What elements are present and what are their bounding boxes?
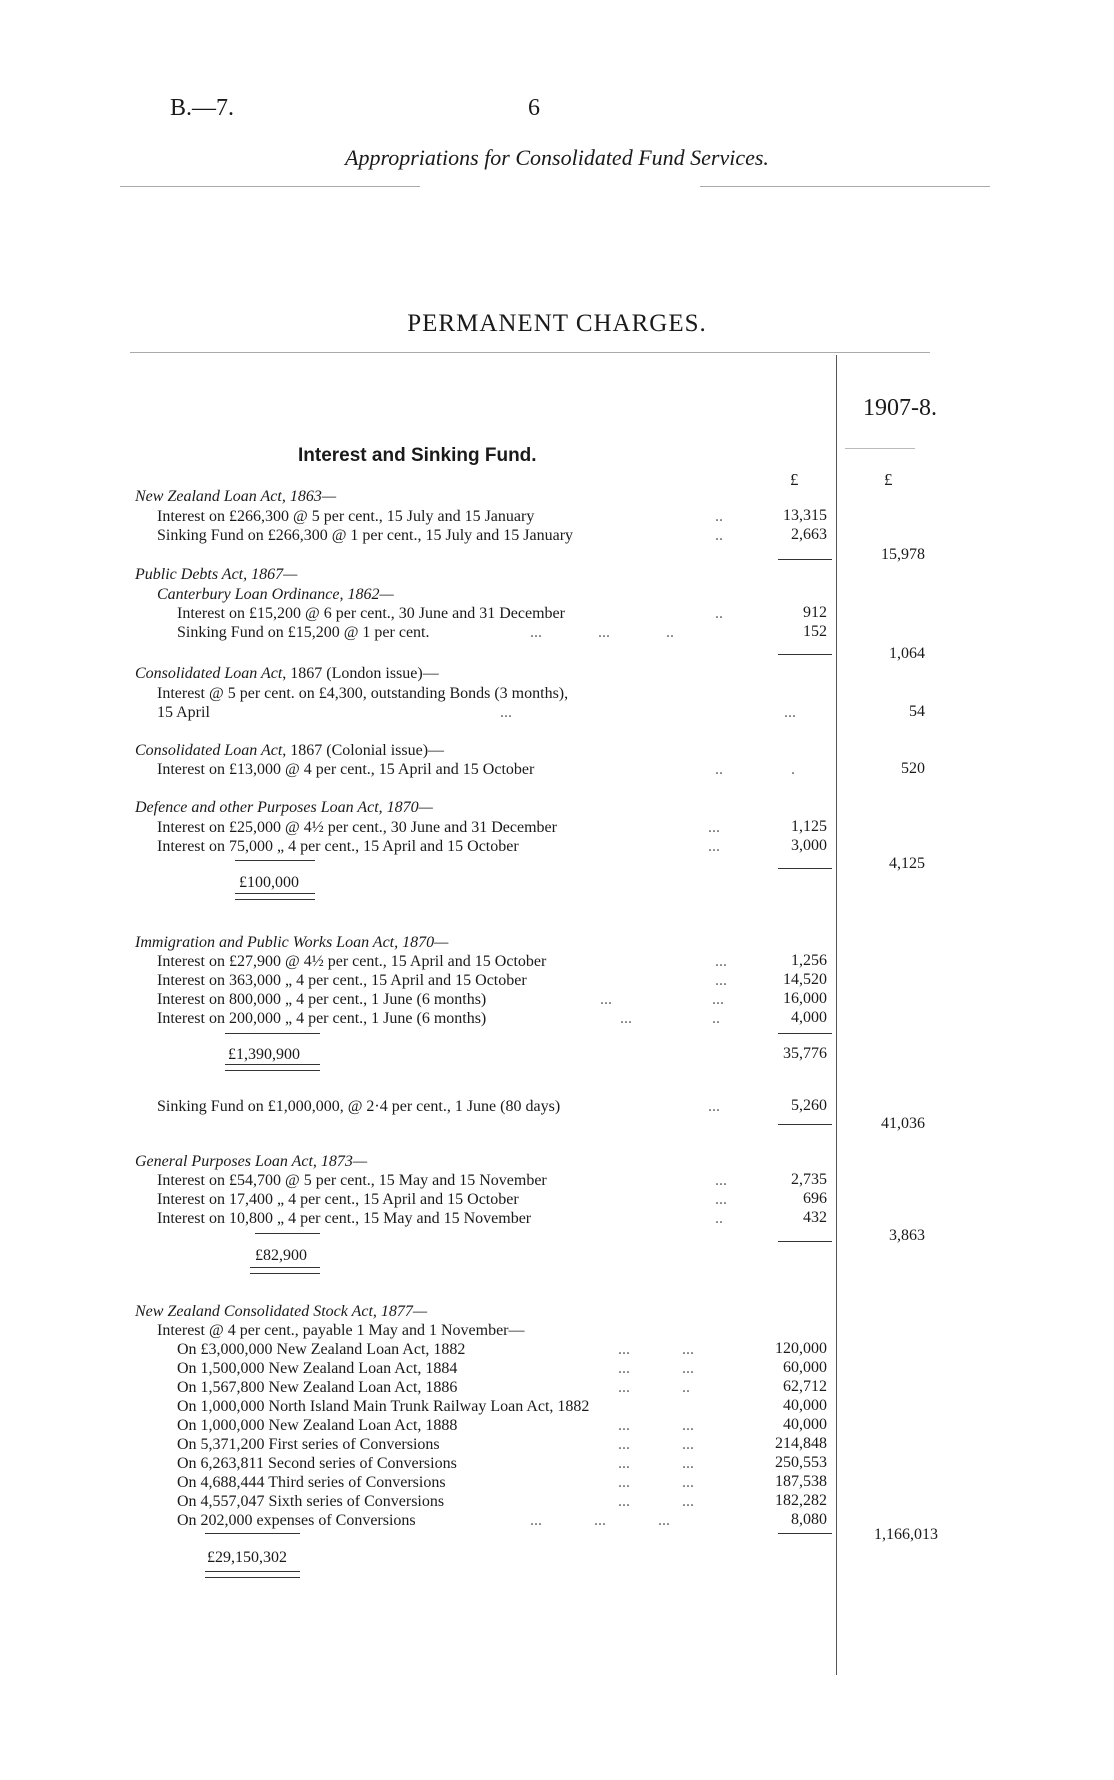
nz-loan-1863-amount: 13,315 [783, 507, 827, 524]
leader-dots: ... ... .. [530, 624, 674, 641]
page-title: Appropriations for Consolidated Fund Services. [345, 145, 769, 170]
principal-rule [205, 1533, 300, 1534]
defence-total: 4,125 [889, 855, 925, 872]
leader-dots: ... [708, 838, 720, 855]
nz-stock-line: On 6,263,811 Second series of Conversions [177, 1455, 457, 1472]
section-heading: Interest and Sinking Fund. [298, 445, 537, 466]
public-debts-total: 1,064 [889, 645, 925, 662]
leader-dots: ... ... [618, 1417, 694, 1434]
consolidated-london-title [135, 664, 439, 683]
leader-dots: ... ... [618, 1474, 694, 1491]
nz-stock-line: On 4,557,047 Sixth series of Conversions [177, 1493, 445, 1510]
nz-loan-1863-total: 15,978 [881, 546, 925, 563]
nz-stock-total: 1,166,013 [874, 1526, 938, 1543]
immigration-line: Interest on £27,900 @ 4½ per cent., 15 April and 15 October [157, 953, 547, 970]
consolidated-london-line: Interest @ 5 per cent. on £4,300, outstanding Bonds (3 months), [157, 685, 569, 702]
general-purposes-total: 3,863 [889, 1227, 925, 1244]
defence-amount: 3,000 [791, 837, 827, 854]
leader-dots: ... ... [618, 1455, 694, 1472]
public-debts-amount: 152 [803, 623, 827, 640]
principal-rule [225, 1033, 320, 1034]
public-debts-amount: 912 [803, 604, 827, 621]
nz-stock-amount: 40,000 [783, 1397, 827, 1414]
immigration-total: 41,036 [881, 1115, 925, 1132]
consolidated-colonial-title-rest: , 1867 (Colonial issue)— [282, 742, 445, 759]
immigration-amount: 16,000 [783, 990, 827, 1007]
immigration-sinking-fund: Sinking Fund on £1,000,000, @ 2·4 per cent., 1 June (80 days) [157, 1098, 561, 1115]
general-purposes-amount: 432 [803, 1209, 827, 1226]
public-debts-subtitle: Canterbury Loan Ordinance, 1862— [157, 586, 394, 603]
nz-stock-principal: £29,150,302 [207, 1549, 287, 1566]
public-debts-line: Interest on £15,200 @ 6 per cent., 30 June and 31 December [177, 605, 565, 622]
nz-stock-amount: 8,080 [791, 1511, 827, 1528]
consolidated-london-title-act: Consolidated Loan Act [135, 665, 283, 682]
nz-stock-line: On 1,000,000 North Island Main Trunk Railway Loan Act, 1882 [177, 1398, 590, 1415]
nz-stock-line: On £3,000,000 New Zealand Loan Act, 1882 [177, 1341, 466, 1358]
leader-dots: ... .. [618, 1379, 690, 1396]
principal-double-rule [235, 893, 315, 900]
defence-line: Interest on 75,000 „ 4 per cent., 15 April and 15 October [157, 838, 519, 855]
nz-stock-amount: 250,553 [775, 1454, 827, 1471]
leader-dots: .. . [715, 761, 795, 778]
document-reference: B.—7. [170, 95, 235, 121]
nz-stock-line: On 1,000,000 New Zealand Loan Act, 1888 [177, 1417, 458, 1434]
immigration-line: Interest on 800,000 „ 4 per cent., 1 June (6 months) [157, 991, 487, 1008]
general-purposes-amount: 696 [803, 1190, 827, 1207]
principal-rule [255, 1233, 320, 1234]
consolidated-london-title-rest: , 1867 (London issue)— [282, 665, 439, 682]
public-debts-title: Public Debts Act, 1867— [135, 566, 298, 583]
nz-stock-line: On 1,567,800 New Zealand Loan Act, 1886 [177, 1379, 458, 1396]
nz-stock-amount: 182,282 [775, 1492, 827, 1509]
immigration-subtotal: 35,776 [783, 1045, 827, 1062]
leader-dots: ... ... [600, 991, 724, 1008]
leader-dots: ... [715, 1191, 727, 1208]
currency-symbol-detail: £ [790, 470, 799, 489]
immigration-amount: 1,256 [791, 952, 827, 969]
leader-dots: ... [715, 972, 727, 989]
public-debts-line: Sinking Fund on £15,200 @ 1 per cent. [177, 624, 430, 641]
consolidated-colonial-total: 520 [901, 760, 925, 777]
page-number: 6 [528, 95, 540, 121]
principal-rule [235, 860, 315, 861]
general-purposes-amount: 2,735 [791, 1171, 827, 1188]
principal-double-rule [205, 1571, 300, 1578]
leader-dots: ... [708, 819, 720, 836]
leader-dots: ... ... ... [530, 1512, 670, 1529]
subtotal-rule [778, 868, 832, 869]
principal-double-rule [250, 1267, 320, 1274]
consolidated-colonial-line: Interest on £13,000 @ 4 per cent., 15 April and 15 October [157, 761, 535, 778]
consolidated-colonial-title [135, 741, 444, 760]
subtotal-rule [778, 559, 832, 560]
defence-principal: £100,000 [239, 874, 299, 891]
main-heading: PERMANENT CHARGES. [407, 310, 707, 337]
nz-stock-title: New Zealand Consolidated Stock Act, 1877— [135, 1303, 428, 1320]
leader-dots: ... [715, 1172, 727, 1189]
immigration-principal: £1,390,900 [228, 1046, 300, 1063]
general-purposes-line: Interest on 17,400 „ 4 per cent., 15 April and 15 October [157, 1191, 519, 1208]
immigration-amount: 14,520 [783, 971, 827, 988]
nz-loan-1863-amount: 2,663 [791, 526, 827, 543]
nz-loan-1863-line: Interest on £266,300 @ 5 per cent., 15 July and 15 January [157, 508, 535, 525]
general-purposes-title: General Purposes Loan Act, 1873— [135, 1153, 368, 1170]
consolidated-london-total: 54 [909, 703, 925, 720]
leader-dots: .. [715, 605, 723, 622]
header-rule-right [700, 186, 990, 187]
nz-stock-line: On 4,688,444 Third series of Conversions [177, 1474, 446, 1491]
nz-stock-amount: 214,848 [775, 1435, 827, 1452]
leader-dots: ... ... [618, 1493, 694, 1510]
nz-stock-line: On 202,000 expenses of Conversions [177, 1512, 416, 1529]
general-purposes-principal: £82,900 [255, 1247, 307, 1264]
leader-dots: .. [715, 527, 723, 544]
nz-stock-amount: 60,000 [783, 1359, 827, 1376]
subtotal-rule [778, 1241, 832, 1242]
leader-dots: ... ... [500, 704, 796, 721]
year-rule [845, 448, 915, 449]
immigration-amount: 4,000 [791, 1009, 827, 1026]
currency-symbol-total: £ [884, 470, 893, 489]
immigration-line: Interest on 363,000 „ 4 per cent., 15 April and 15 October [157, 972, 527, 989]
subtotal-rule [778, 654, 832, 655]
defence-title: Defence and other Purposes Loan Act, 1870— [135, 799, 433, 816]
year-column-heading: 1907-8. [863, 395, 937, 421]
subtotal-rule [778, 1533, 832, 1534]
principal-double-rule [225, 1064, 320, 1071]
subtotal-rule [778, 1033, 832, 1034]
nz-stock-amount: 40,000 [783, 1416, 827, 1433]
immigration-sinking-amount: 5,260 [791, 1097, 827, 1114]
nz-stock-line: On 5,371,200 First series of Conversions [177, 1436, 440, 1453]
defence-line: Interest on £25,000 @ 4½ per cent., 30 June and 31 December [157, 819, 557, 836]
leader-dots: ... ... [618, 1436, 694, 1453]
nz-stock-amount: 187,538 [775, 1473, 827, 1490]
immigration-title: Immigration and Public Works Loan Act, 1870— [135, 934, 449, 951]
general-purposes-line: Interest on £54,700 @ 5 per cent., 15 May and 15 November [157, 1172, 547, 1189]
leader-dots: .. [715, 508, 723, 525]
consolidated-london-line: 15 April [157, 704, 210, 721]
nz-stock-amount: 62,712 [783, 1378, 827, 1395]
consolidated-colonial-title-act: Consolidated Loan Act [135, 742, 283, 759]
leader-dots: ... [715, 953, 727, 970]
header-rule-left [120, 186, 420, 187]
nz-stock-intro: Interest @ 4 per cent., payable 1 May and 1 November— [157, 1322, 525, 1339]
subtotal-rule [778, 1124, 832, 1125]
heading-rule [130, 352, 930, 353]
leader-dots: ... .. [620, 1010, 720, 1027]
defence-amount: 1,125 [791, 818, 827, 835]
leader-dots: ... ... [618, 1360, 694, 1377]
leader-dots: ... [708, 1098, 720, 1115]
nz-stock-line: On 1,500,000 New Zealand Loan Act, 1884 [177, 1360, 458, 1377]
nz-stock-amount: 120,000 [775, 1340, 827, 1357]
general-purposes-line: Interest on 10,800 „ 4 per cent., 15 May and 15 November [157, 1210, 532, 1227]
leader-dots: .. [715, 1210, 723, 1227]
nz-loan-1863-line: Sinking Fund on £266,300 @ 1 per cent., 15 July and 15 January [157, 527, 574, 544]
immigration-line: Interest on 200,000 „ 4 per cent., 1 June (6 months) [157, 1010, 487, 1027]
leader-dots: ... ... [618, 1341, 694, 1358]
nz-loan-1863-title: New Zealand Loan Act, 1863— [135, 488, 337, 505]
